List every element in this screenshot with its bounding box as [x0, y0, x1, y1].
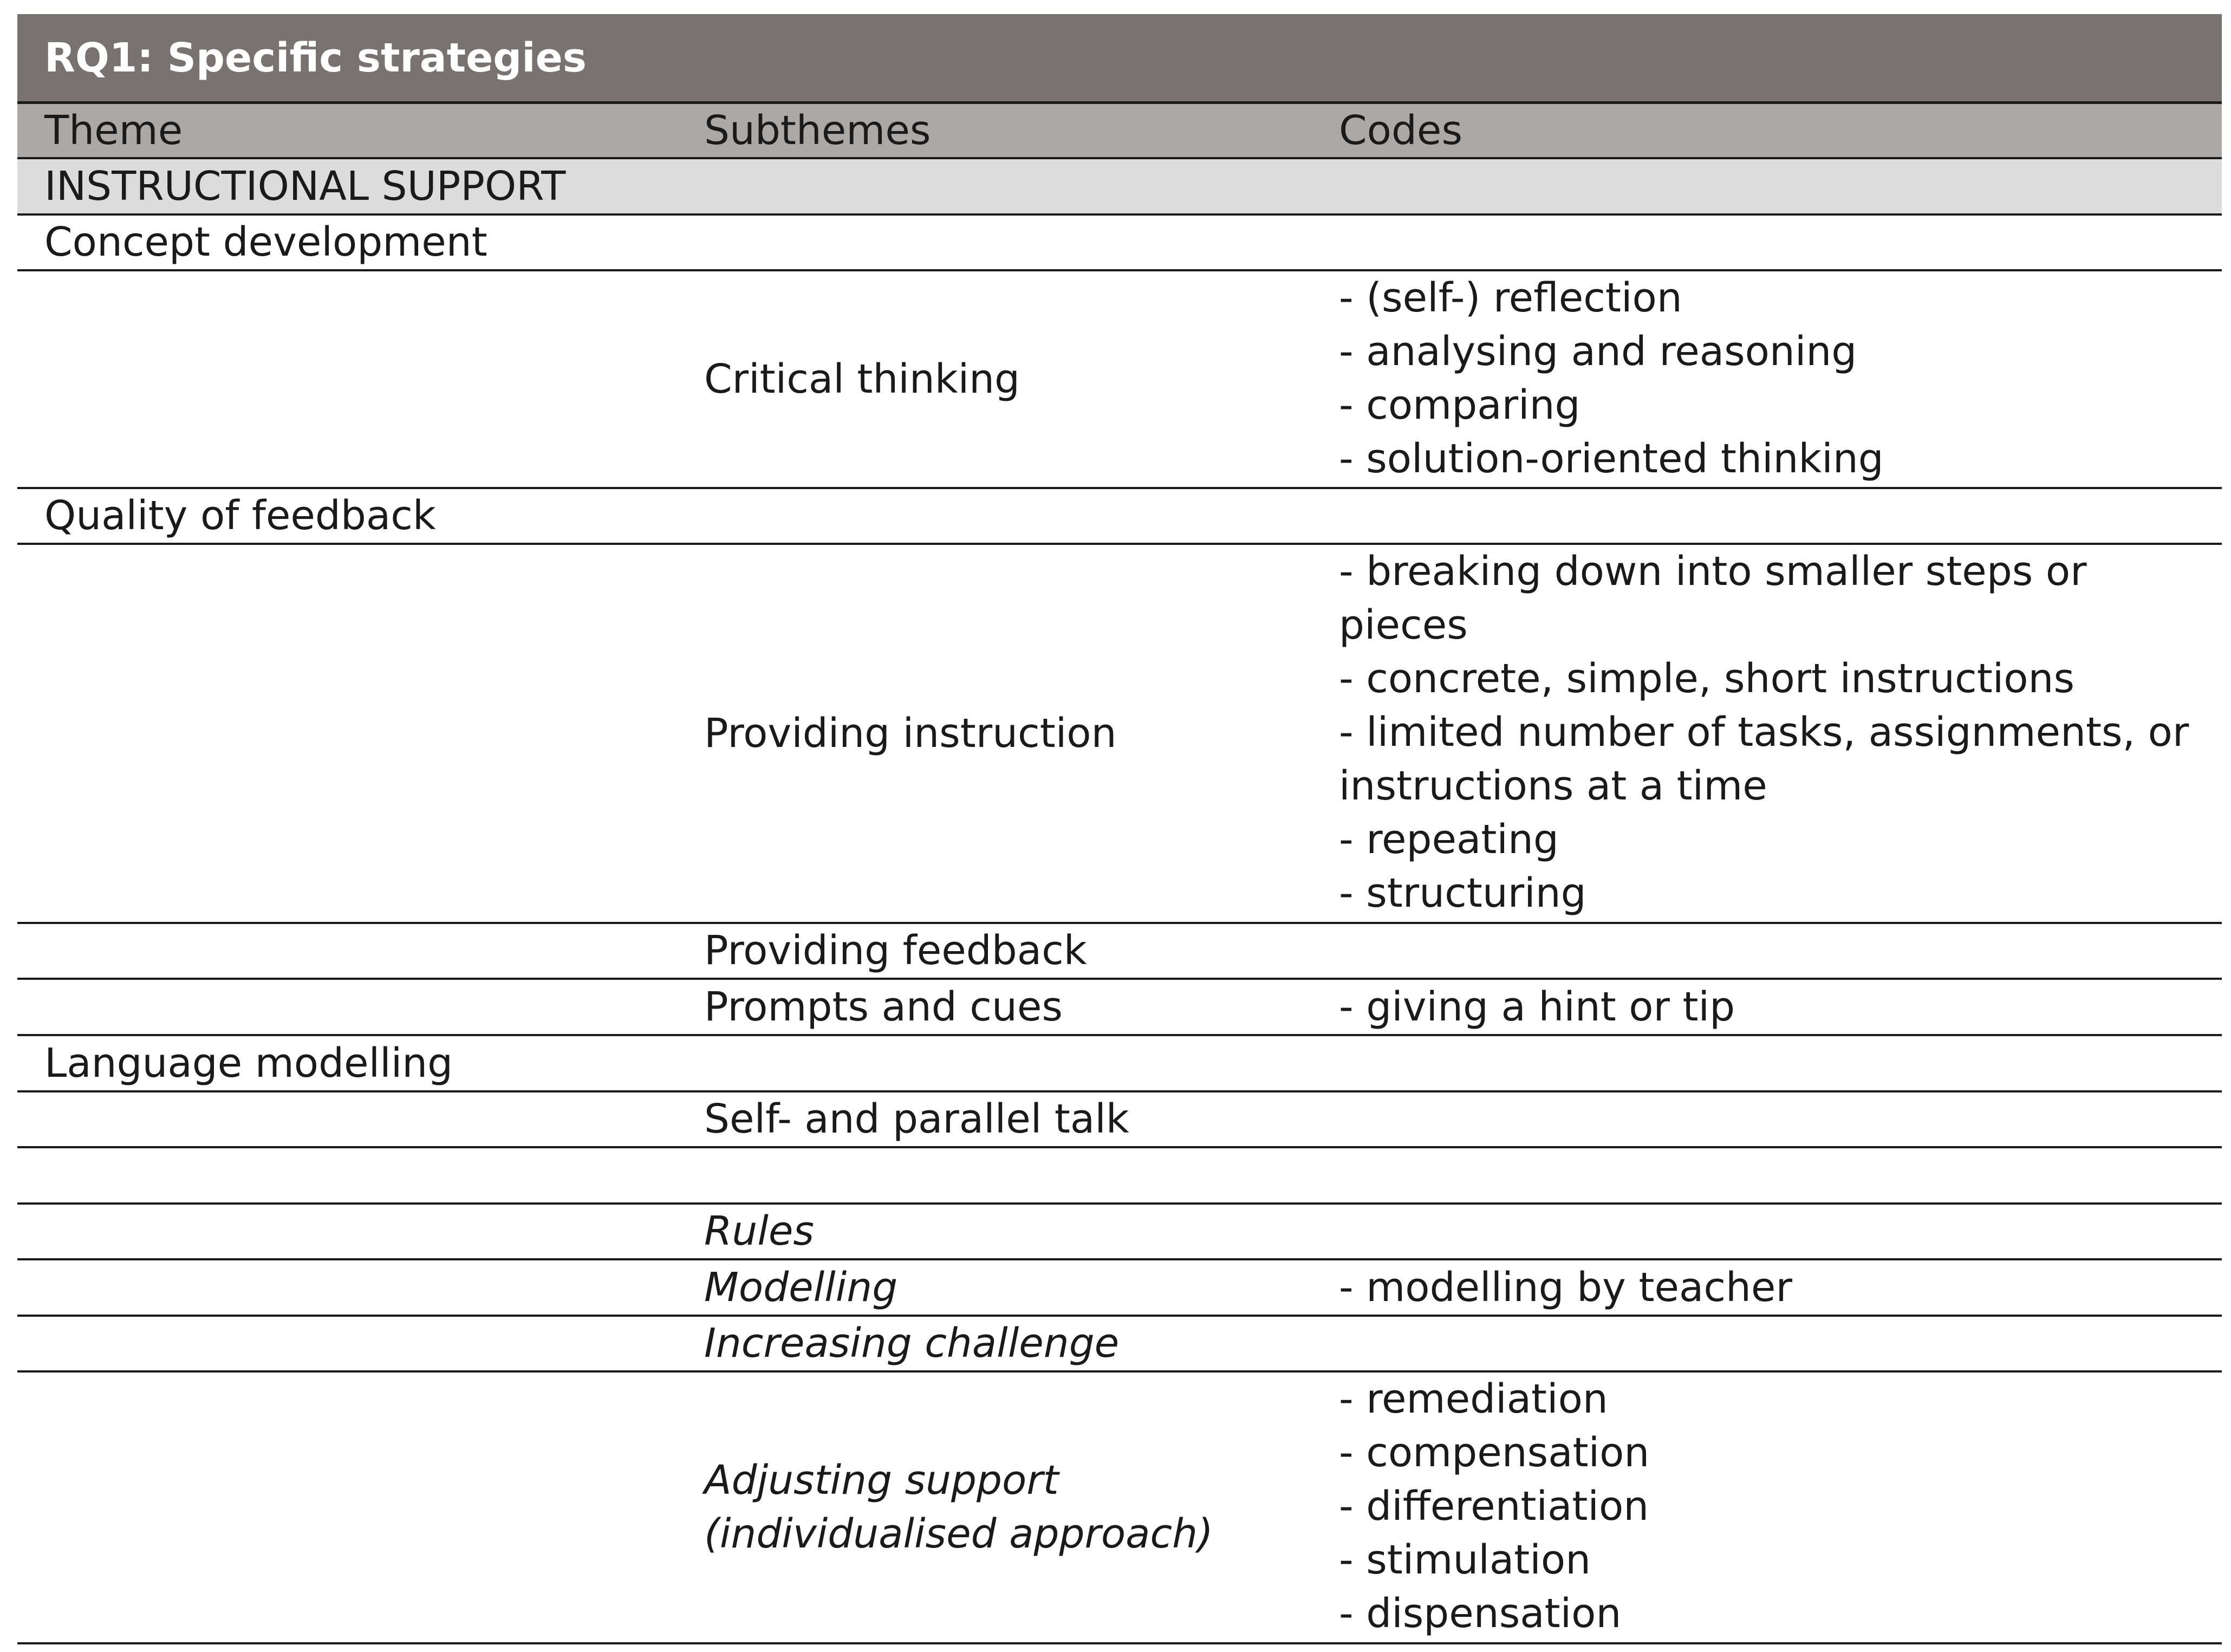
- code-item: - solution-oriented thinking: [1339, 435, 1884, 482]
- code-item: - structuring: [1339, 870, 1586, 916]
- subtheme-cell: Increasing challenge: [704, 1320, 1120, 1367]
- code-item: - giving a hint or tip: [1339, 983, 1735, 1030]
- header-theme: Theme: [44, 107, 183, 154]
- section-label: INSTRUCTIONAL SUPPORT: [44, 162, 566, 210]
- theme-cell: [17, 1260, 677, 1315]
- table-row: [17, 489, 2222, 545]
- subtheme-cell: Providing instruction: [704, 710, 1117, 757]
- table-row: [17, 1260, 2222, 1317]
- table-row: [17, 1317, 2222, 1373]
- table-header-row: [17, 104, 2222, 159]
- code-item: - repeating: [1339, 816, 1559, 863]
- subtheme-cell: [677, 1148, 1339, 1202]
- subtheme-cell: Self- and parallel talk: [704, 1096, 1129, 1142]
- codes-cell: [1339, 545, 2222, 922]
- code-item: - remediation: [1339, 1376, 1608, 1422]
- codes-cell: [1339, 1373, 2222, 1642]
- code-item: - (self-) reflection: [1339, 275, 1682, 321]
- codes-cell: [1339, 1092, 2222, 1146]
- codes-cell: [1339, 980, 2222, 1034]
- code-item: - differentiation: [1339, 1483, 1649, 1530]
- theme-cell: [17, 924, 677, 978]
- strategies-table: [17, 14, 2222, 1644]
- theme-cell: [17, 1205, 677, 1258]
- header-codes: Codes: [1339, 107, 1462, 154]
- code-item: - dispensation: [1339, 1590, 1622, 1637]
- code-item: - breaking down into smaller steps or pieces: [1339, 548, 2100, 648]
- codes-cell: [1339, 1205, 2222, 1258]
- theme-cell: [17, 1317, 677, 1370]
- subtheme-cell: Critical thinking: [704, 355, 1020, 402]
- code-item: - limited number of tasks, assignments, or instructions at a time: [1339, 709, 2202, 809]
- subtheme-cell: Providing feedback: [704, 927, 1087, 974]
- theme-cell: [17, 1373, 677, 1642]
- codes-cell: [1339, 1260, 2222, 1315]
- theme-cell: Language modelling: [44, 1039, 453, 1087]
- table-row: [17, 216, 2222, 271]
- codes-cell: [1339, 1317, 2222, 1370]
- subtheme-cell: Modelling: [704, 1264, 898, 1311]
- table-row: [17, 271, 2222, 489]
- code-item: - stimulation: [1339, 1537, 1591, 1583]
- subtheme-cell: Rules: [704, 1208, 814, 1254]
- code-item: - modelling by teacher: [1339, 1264, 1792, 1311]
- table-row: [17, 980, 2222, 1036]
- theme-cell: [17, 1148, 677, 1202]
- section-row: [17, 159, 2222, 216]
- table-row: [17, 1148, 2222, 1205]
- code-item: - compensation: [1339, 1429, 1650, 1476]
- table-row: [17, 545, 2222, 924]
- header-subthemes: Subthemes: [704, 107, 931, 154]
- subtheme-cell: Prompts and cues: [704, 983, 1063, 1030]
- subtheme-cell: Adjusting support (individualised approach): [704, 1457, 1213, 1557]
- table-row: [17, 1036, 2222, 1092]
- code-item: - concrete, simple, short instructions: [1339, 655, 2075, 702]
- code-item: - comparing: [1339, 382, 1580, 428]
- table-row: [17, 1373, 2222, 1644]
- codes-cell: [1339, 271, 2222, 487]
- theme-cell: [17, 545, 677, 922]
- codes-cell: [1339, 924, 2222, 978]
- theme-cell: Quality of feedback: [44, 492, 436, 539]
- table-title: RQ1: Specific strategies: [17, 14, 2222, 104]
- table-row: [17, 1092, 2222, 1148]
- table-row: [17, 924, 2222, 980]
- codes-cell: [1339, 1148, 2222, 1202]
- code-item: - analysing and reasoning: [1339, 328, 1857, 375]
- theme-cell: Concept development: [44, 219, 487, 265]
- table-row: [17, 1205, 2222, 1260]
- theme-cell: [17, 271, 677, 487]
- theme-cell: [17, 1092, 677, 1146]
- theme-cell: [17, 980, 677, 1034]
